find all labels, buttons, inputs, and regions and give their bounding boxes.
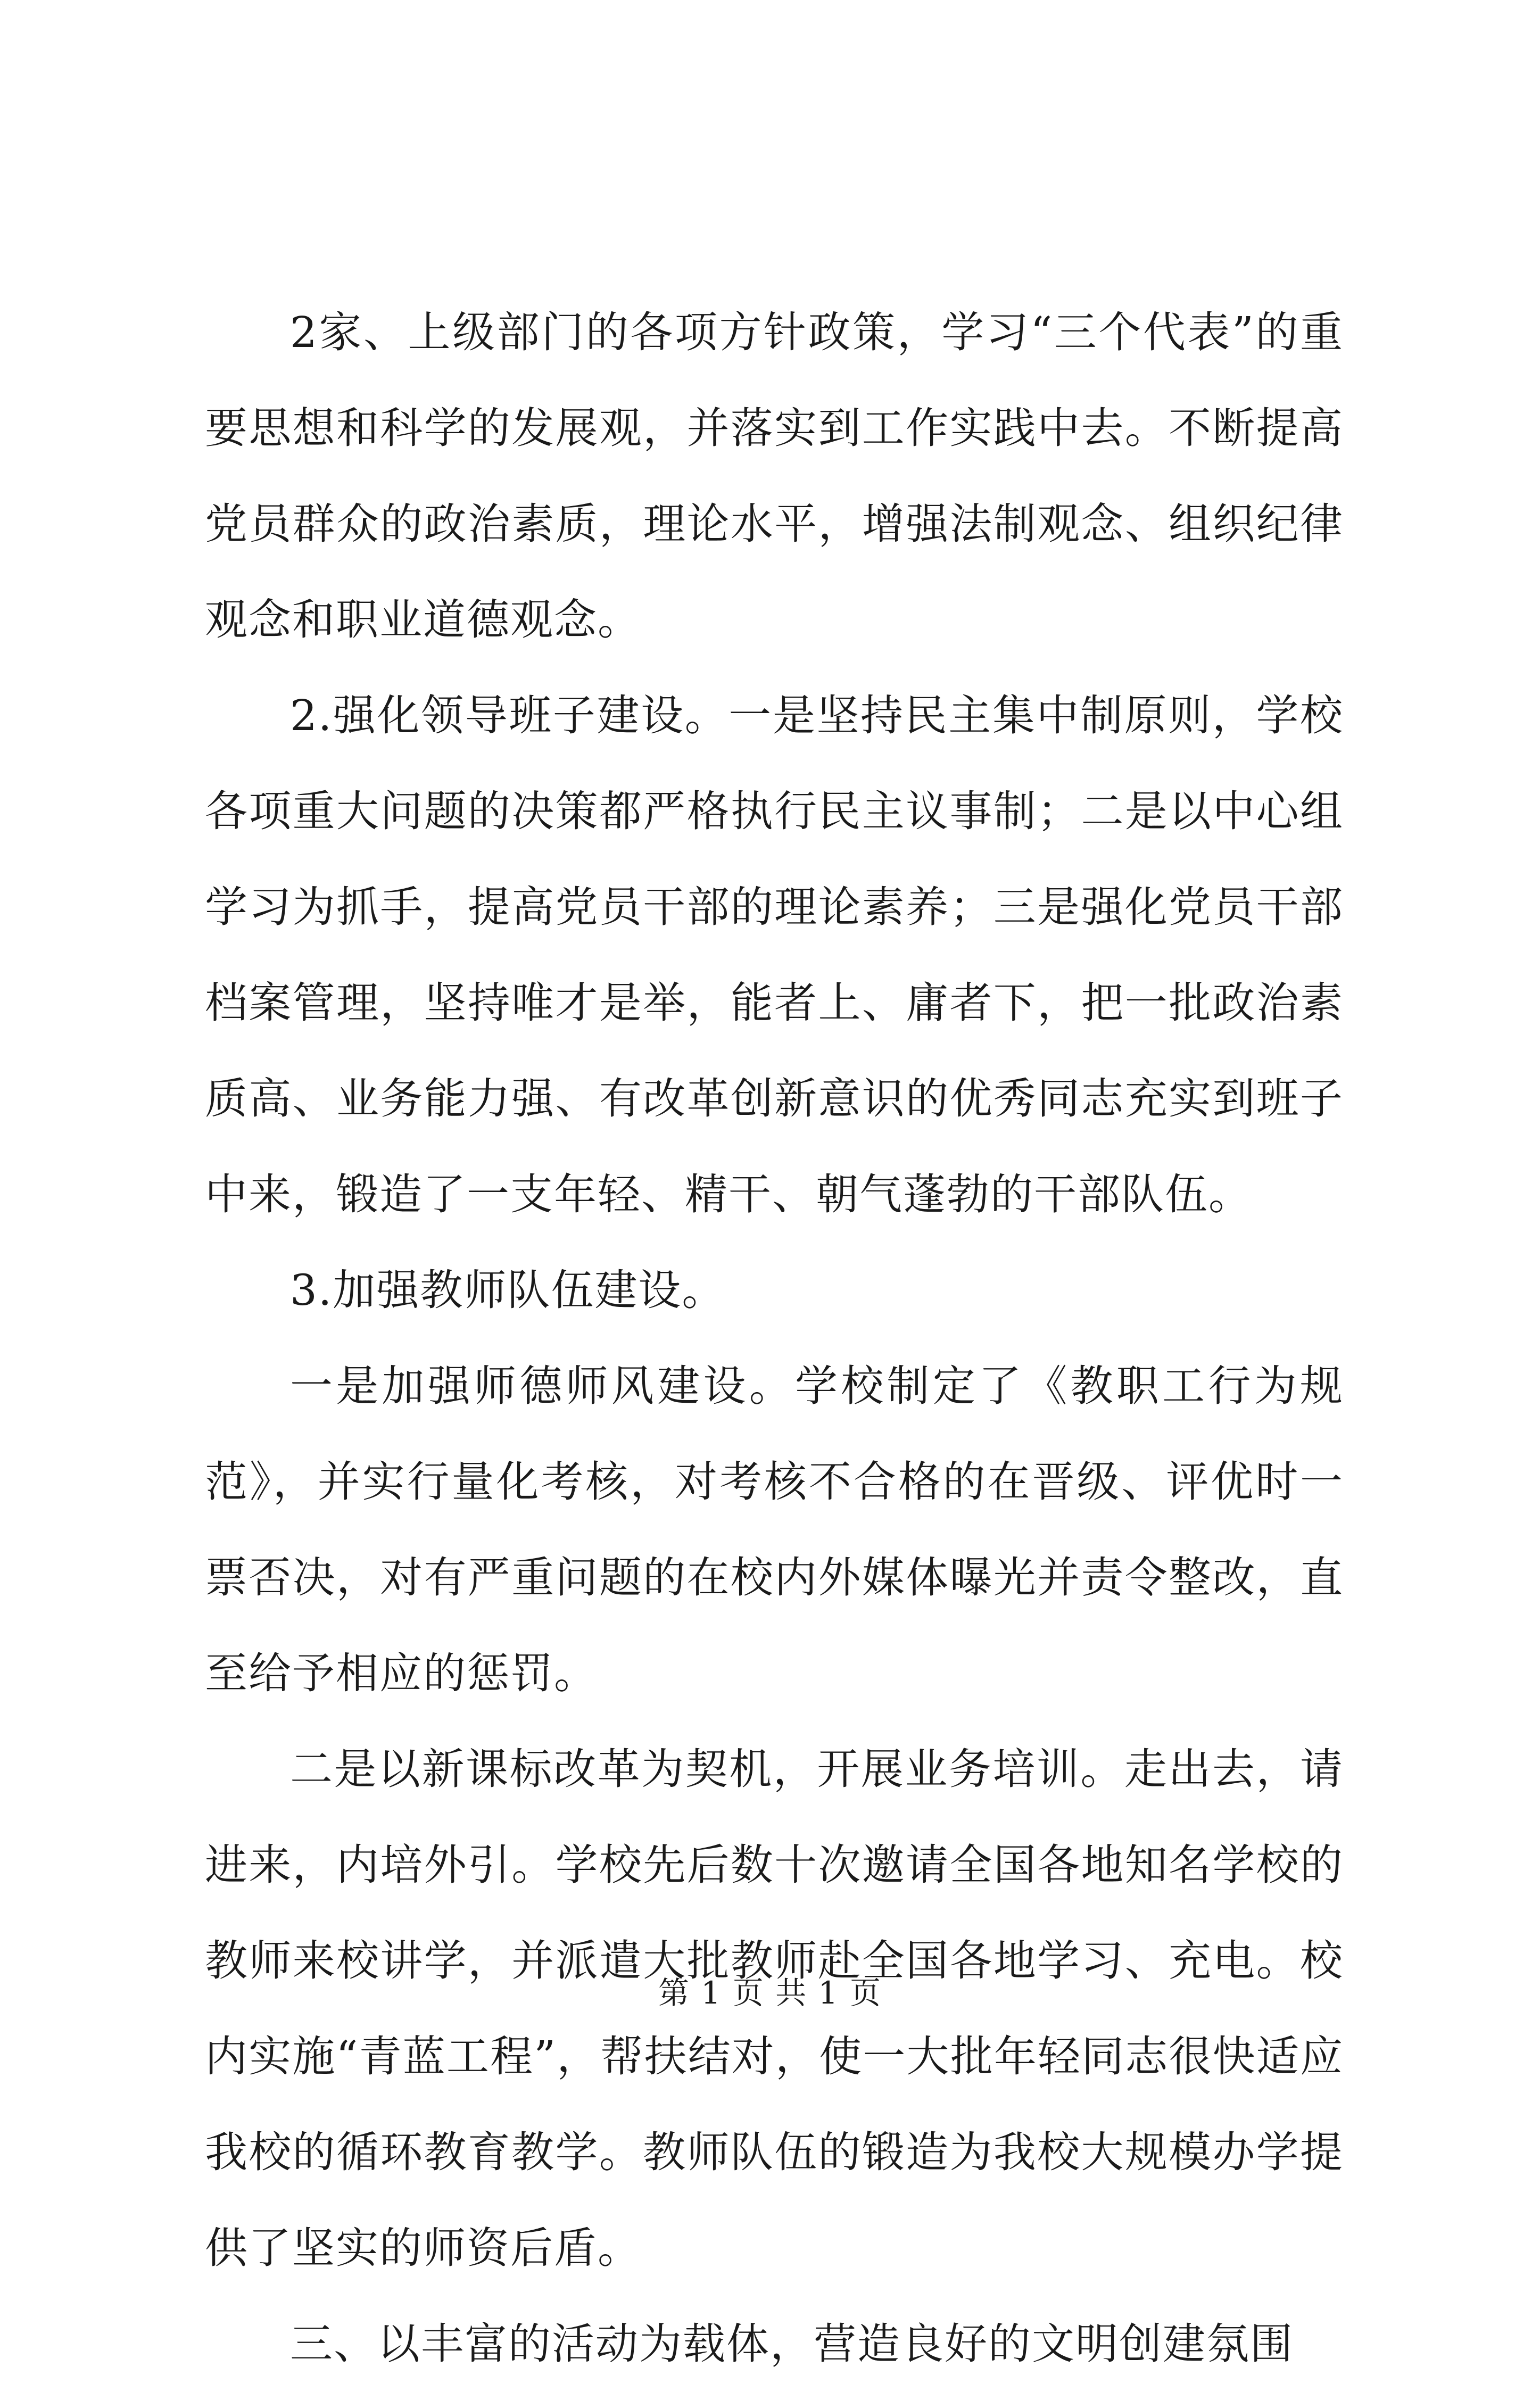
- paragraph-5: 二是以新课标改革为契机，开展业务培训。走出去，请进来，内培外引。学校先后数十次邀请全国各地知名学校的教师来校讲学，并派遣大批教师赴全国各地学习、充电。校内实施“青蓝工程”，帮扶结对，使一大批年轻同志很快适应我校的循环教育教学。教师队伍的锻造为我校大规模办学提供了坚实的师资后盾。: [205, 1744, 1344, 2273]
- paragraph-3: 3.加强教师队伍建设。: [290, 1265, 726, 1315]
- paragraph-1: 2家、上级部门的各项方针政策，学习“三个代表”的重要思想和科学的发展观，并落实到工作实践中去。不断提高党员群众的政治素质，理论水平，增强法制观念、组织纪律观念和职业道德观念。: [205, 308, 1344, 644]
- page-footer: 第 1 页 共 1 页: [658, 1975, 882, 2011]
- section-heading-3: 三、以丰富的活动为载体，营造良好的文明创建氛围: [290, 2319, 1294, 2369]
- paragraph-4: 一是加强师德师风建设。学校制定了《教职工行为规范》，并实行量化考核，对考核不合格的在晋级、评优时一票否决，对有严重问题的在校内外媒体曝光并责令整改，直至给予相应的惩罚。: [205, 1361, 1344, 1698]
- document-body: [205, 285, 1344, 2392]
- paragraph-2: 2.强化领导班子建设。一是坚持民主集中制原则，学校各项重大问题的决策都严格执行民主议事制；二是以中心组学习为抓手，提高党员干部的理论素养；三是强化党员干部档案管理，坚持唯才是举，能者上、庸者下，把一批政治素质高、业务能力强、有改革创新意识的优秀同志充实到班子中来，锻造了一支年轻、精干、朝气蓬勃的干部队伍。: [205, 691, 1344, 1219]
